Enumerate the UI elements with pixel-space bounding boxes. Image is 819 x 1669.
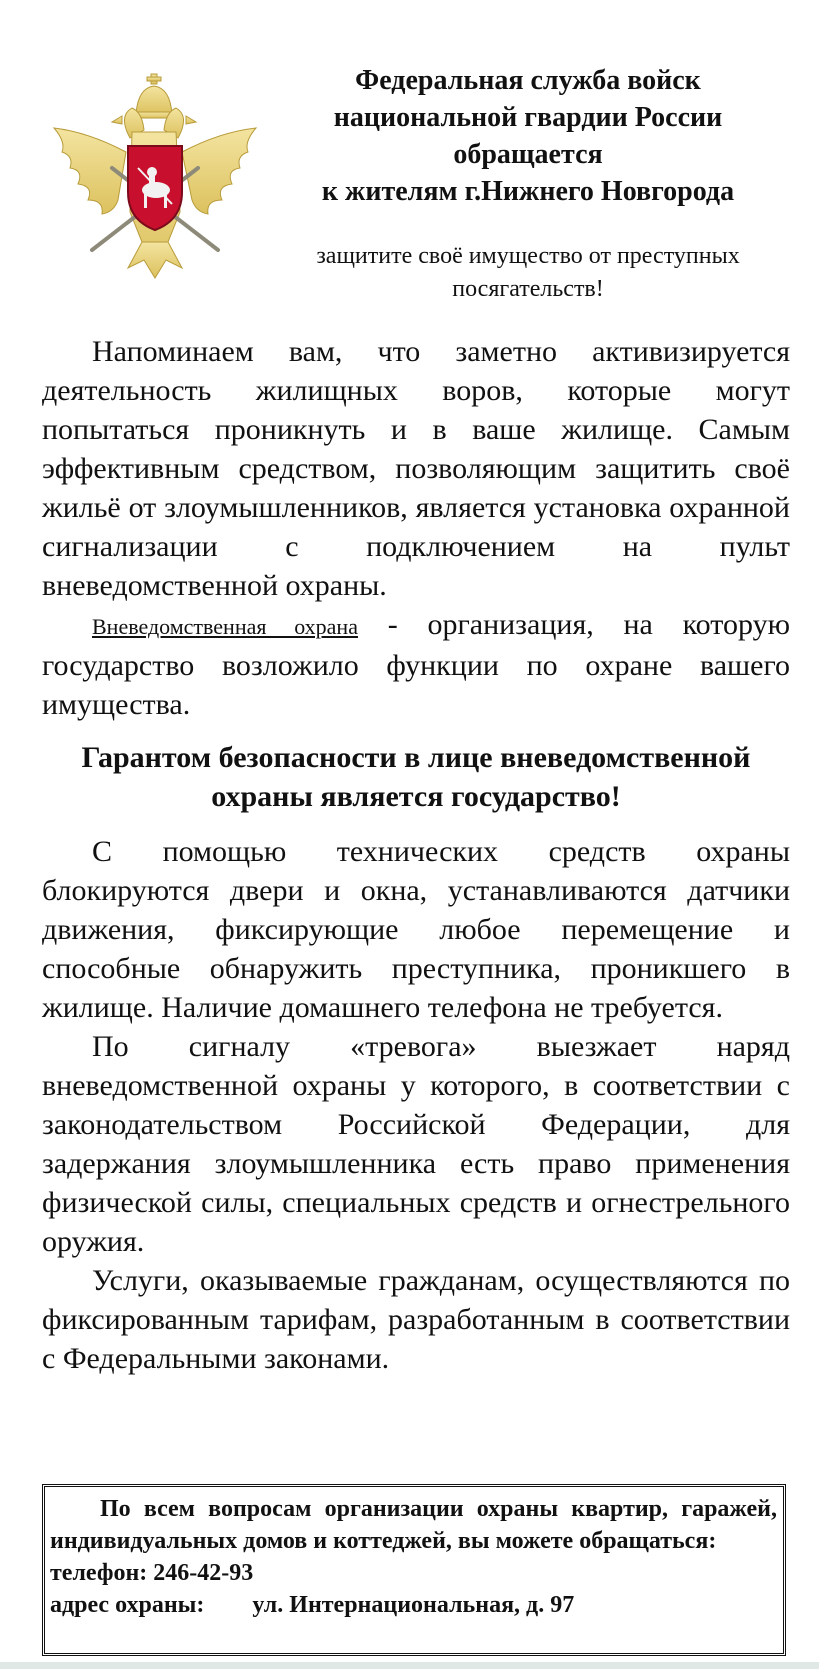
- header-title-line: Федеральная служба войск: [355, 65, 701, 96]
- contact-address-row: [50, 1589, 777, 1621]
- header-subtitle-line: защитите своё имущество от преступных: [316, 243, 740, 269]
- paragraph-reminder: Напоминаем вам, что заметно активизируется деятельность жилищных воров, которые могут попытаться проникнуть и в ваше жилище. Самым эффективным средством, позволяющим защитить своё жильё от злоумышленников, является установка охранной сигнализации с подключением на пульт вневедомственной охраны.: [42, 335, 790, 602]
- bottom-divider: [0, 1662, 819, 1669]
- guarantee-line: охраны является государство!: [211, 780, 621, 813]
- main-content: [42, 332, 790, 1378]
- header-title-line: обращается: [453, 139, 603, 170]
- phone-label: телефон:: [50, 1560, 148, 1586]
- paragraph-organization: [42, 605, 790, 724]
- header-title-line: к жителям г.Нижнего Новгорода: [321, 176, 735, 207]
- rosgvardia-emblem-icon: [48, 72, 263, 282]
- contact-phone-row: [50, 1557, 777, 1589]
- organization-term: Вневедомственная охрана: [92, 614, 358, 639]
- guarantee-statement: [42, 738, 790, 816]
- contact-box: [42, 1484, 786, 1656]
- header-subtitle-line: посягательств!: [452, 276, 604, 302]
- address-value: ул. Интернациональная, д. 97: [252, 1592, 575, 1618]
- paragraph-tariffs: Услуги, оказываемые гражданам, осуществляются по фиксированным тарифам, разработанным в соответствии с Федеральными законами.: [42, 1264, 790, 1375]
- header-subtitle: [268, 240, 788, 306]
- header-title-line: национальной гвардии России: [333, 102, 723, 133]
- guarantee-line: Гарантом безопасности в лице вневедомственной: [81, 741, 751, 774]
- header-title: [268, 62, 788, 210]
- address-label: адрес охраны:: [50, 1592, 205, 1618]
- paragraph-alarm-response: По сигналу «тревога» выезжает наряд вневедомственной охраны у которого, в соответствии с законодательством Российской Федерации, для задержания злоумышленника есть право применения физической силы, специальных средств и огнестрельного оружия.: [42, 1030, 790, 1258]
- paragraph-technical-means: С помощью технических средств охраны блокируются двери и окна, устанавливаются датчики движения, фиксирующие любое перемещение и способные обнаружить преступника, проникшего в жилище. Наличие домашнего телефона не требуется.: [42, 835, 790, 1024]
- organization-text: - организация, на которую государство возложило функции по охране вашего имущества.: [42, 608, 790, 721]
- phone-number: 246-42-93: [153, 1560, 254, 1586]
- contact-lead: По всем вопросам организации охраны квартир, гаражей, индивидуальных домов и коттеджей, вы можете обращаться:: [50, 1496, 777, 1554]
